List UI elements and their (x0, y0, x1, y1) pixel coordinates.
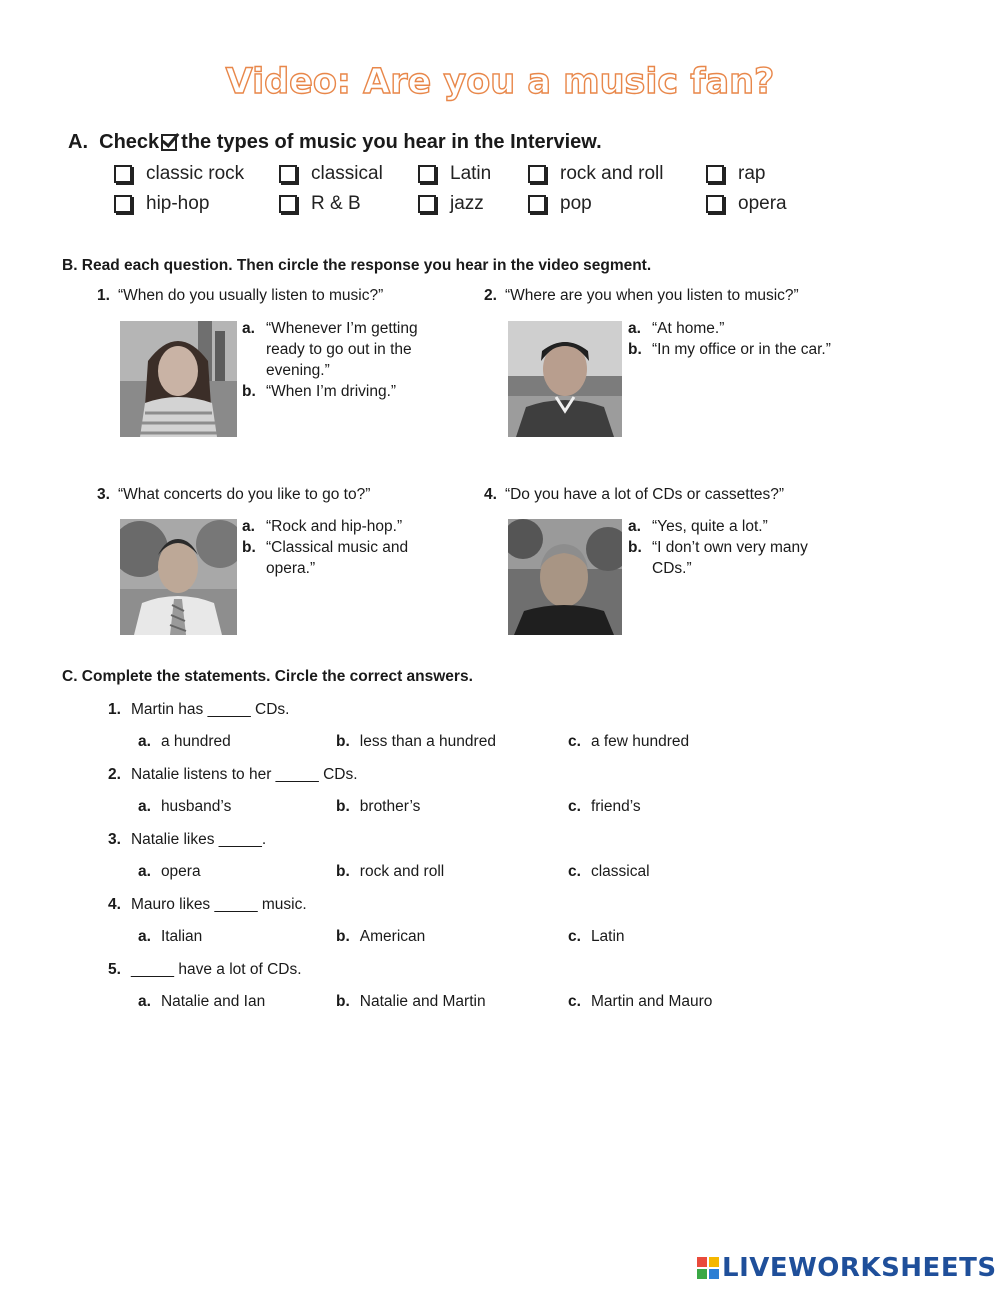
choice-1c[interactable] (568, 733, 689, 751)
option-label: rock and roll (560, 163, 664, 184)
choice-2a[interactable] (138, 798, 231, 816)
choice-letter: a. (138, 928, 151, 945)
option-label: classic rock (146, 163, 245, 184)
checkmark-icon (161, 134, 177, 151)
checkbox-icon[interactable] (706, 165, 724, 183)
question-number: 2. (484, 287, 497, 304)
choice-1b[interactable] (336, 733, 496, 751)
answer-text: “When I’m driving.” (266, 383, 397, 400)
section-a-heading-pre: Check (99, 131, 160, 153)
answer-text: “Whenever I’m getting ready to go out in the evening.” (266, 320, 418, 379)
statement-number: 5. (108, 961, 121, 978)
answer-letter: a. (628, 320, 641, 337)
checkbox-rap[interactable] (706, 163, 765, 185)
choice-text: less than a hundred (359, 733, 496, 750)
checkbox-hip-hop[interactable] (114, 193, 209, 215)
section-a-heading (68, 131, 602, 154)
question-2 (484, 287, 799, 305)
answers-q2 (628, 318, 838, 360)
logo-mark-icon (697, 1257, 719, 1279)
choice-text: rock and roll (359, 863, 445, 880)
photo-woman (120, 321, 237, 437)
answer-option[interactable] (242, 318, 442, 381)
option-label: pop (560, 193, 592, 214)
answer-option[interactable] (628, 339, 838, 360)
choice-letter: a. (138, 863, 151, 880)
answers-q1 (242, 318, 442, 402)
checkbox-pop[interactable] (528, 193, 592, 215)
answer-text: “Yes, quite a lot.” (652, 518, 768, 535)
choice-3c[interactable] (568, 863, 650, 881)
checkbox-latin[interactable] (418, 163, 491, 185)
answer-option[interactable] (242, 537, 442, 579)
photo-man-young (508, 321, 622, 437)
choice-letter: a. (138, 733, 151, 750)
choice-letter: b. (336, 993, 350, 1010)
choice-letter: c. (568, 733, 581, 750)
choice-letter: a. (138, 993, 151, 1010)
answer-letter: b. (242, 383, 256, 400)
choice-letter: c. (568, 928, 581, 945)
choice-text: husband’s (160, 798, 232, 815)
checkbox-r-and-b[interactable] (279, 193, 361, 215)
statement-text: Natalie likes _____. (130, 831, 267, 848)
choice-4c[interactable] (568, 928, 625, 946)
statement-4 (108, 896, 307, 914)
statement-3 (108, 831, 266, 849)
option-label: jazz (450, 193, 484, 214)
answer-option[interactable] (242, 516, 442, 537)
choice-letter: b. (336, 863, 350, 880)
choice-text: a few hundred (590, 733, 690, 750)
statement-text: Martin has _____ CDs. (130, 701, 290, 718)
choice-letter: a. (138, 798, 151, 815)
option-label: Latin (450, 163, 492, 184)
choice-letter: c. (568, 863, 581, 880)
answer-text: “Rock and hip-hop.” (266, 518, 403, 535)
choice-3a[interactable] (138, 863, 201, 881)
choice-5a[interactable] (138, 993, 265, 1011)
choice-text: brother’s (359, 798, 421, 815)
question-text: “Do you have a lot of CDs or cassettes?” (504, 486, 785, 503)
choice-text: opera (160, 863, 201, 880)
question-4 (484, 486, 784, 504)
choice-3b[interactable] (336, 863, 444, 881)
choice-text: Natalie and Ian (160, 993, 266, 1010)
section-c-heading: C. Complete the statements. Circle the correct answers. (62, 668, 473, 685)
question-text: “Where are you when you listen to music?” (504, 287, 799, 304)
question-text: “What concerts do you like to go to?” (117, 486, 371, 503)
statement-number: 4. (108, 896, 121, 913)
choice-2c[interactable] (568, 798, 641, 816)
checkbox-icon[interactable] (418, 165, 436, 183)
choice-1a[interactable] (138, 733, 231, 751)
checkbox-icon[interactable] (706, 195, 724, 213)
statement-1 (108, 701, 289, 719)
choice-4a[interactable] (138, 928, 202, 946)
statement-text: Natalie listens to her _____ CDs. (130, 766, 358, 783)
statement-number: 1. (108, 701, 121, 718)
option-label: classical (311, 163, 383, 184)
question-number: 3. (97, 486, 110, 503)
answer-option[interactable] (242, 381, 442, 402)
question-text: “When do you usually listen to music?” (117, 287, 384, 304)
choice-text: friend’s (590, 798, 641, 815)
statement-text: _____ have a lot of CDs. (130, 961, 302, 978)
logo-text: LIVEWORKSHEETS (722, 1253, 997, 1283)
checkbox-jazz[interactable] (418, 193, 484, 215)
photo-man-older (508, 519, 622, 635)
answer-letter: b. (242, 539, 256, 556)
answer-option[interactable] (628, 318, 838, 339)
choice-letter: b. (336, 798, 350, 815)
answer-text: “At home.” (652, 320, 725, 337)
choice-4b[interactable] (336, 928, 425, 946)
checkbox-icon[interactable] (528, 195, 546, 213)
checkbox-icon[interactable] (279, 165, 297, 183)
section-a-label: A. (68, 131, 88, 153)
choice-text: a hundred (160, 733, 231, 750)
page-title: Video: Are you a music fan? (225, 62, 775, 102)
checkbox-rock-and-roll[interactable] (528, 163, 664, 185)
answer-text: “I don’t own very many CDs.” (652, 539, 808, 577)
question-number: 1. (97, 287, 110, 304)
answer-letter: a. (242, 518, 255, 535)
section-b-heading: B. Read each question. Then circle the response you hear in the video segment. (62, 257, 652, 274)
statement-text: Mauro likes _____ music. (130, 896, 307, 913)
liveworksheets-logo[interactable] (697, 1253, 997, 1283)
checkbox-icon[interactable] (418, 195, 436, 213)
choice-text: Italian (160, 928, 203, 945)
choice-5c[interactable] (568, 993, 712, 1011)
checkbox-icon[interactable] (114, 195, 132, 213)
statement-2 (108, 766, 358, 784)
choice-text: American (359, 928, 426, 945)
answer-text: “Classical music and opera.” (266, 539, 409, 577)
choice-text: Martin and Mauro (590, 993, 713, 1010)
choice-2b[interactable] (336, 798, 420, 816)
answer-letter: a. (242, 320, 255, 337)
answer-letter: a. (628, 518, 641, 535)
checkbox-icon[interactable] (114, 165, 132, 183)
question-1 (97, 287, 383, 305)
checkbox-opera[interactable] (706, 193, 787, 215)
choice-text: classical (590, 863, 650, 880)
choice-letter: c. (568, 798, 581, 815)
question-3 (97, 486, 370, 504)
answer-text: “In my office or in the car.” (652, 341, 831, 358)
choice-letter: c. (568, 993, 581, 1010)
option-label: opera (738, 193, 787, 214)
statement-number: 3. (108, 831, 121, 848)
answers-q3 (242, 516, 442, 579)
answer-option[interactable] (628, 537, 838, 579)
choice-text: Natalie and Martin (359, 993, 486, 1010)
answer-letter: b. (628, 341, 642, 358)
choice-text: Latin (590, 928, 625, 945)
section-a-heading-post: the types of music you hear in the Interview. (181, 131, 602, 153)
statement-number: 2. (108, 766, 121, 783)
choice-letter: b. (336, 733, 350, 750)
checkbox-icon[interactable] (528, 165, 546, 183)
checkbox-icon[interactable] (279, 195, 297, 213)
photo-man-tie (120, 519, 237, 635)
question-number: 4. (484, 486, 497, 503)
option-label: R & B (311, 193, 361, 214)
choice-letter: b. (336, 928, 350, 945)
answer-option[interactable] (628, 516, 838, 537)
statement-5 (108, 961, 302, 979)
option-label: rap (738, 163, 766, 184)
choice-5b[interactable] (336, 993, 486, 1011)
checkbox-classical[interactable] (279, 163, 383, 185)
checkbox-classic-rock[interactable] (114, 163, 244, 185)
option-label: hip-hop (146, 193, 210, 214)
answer-letter: b. (628, 539, 642, 556)
answers-q4 (628, 516, 838, 579)
